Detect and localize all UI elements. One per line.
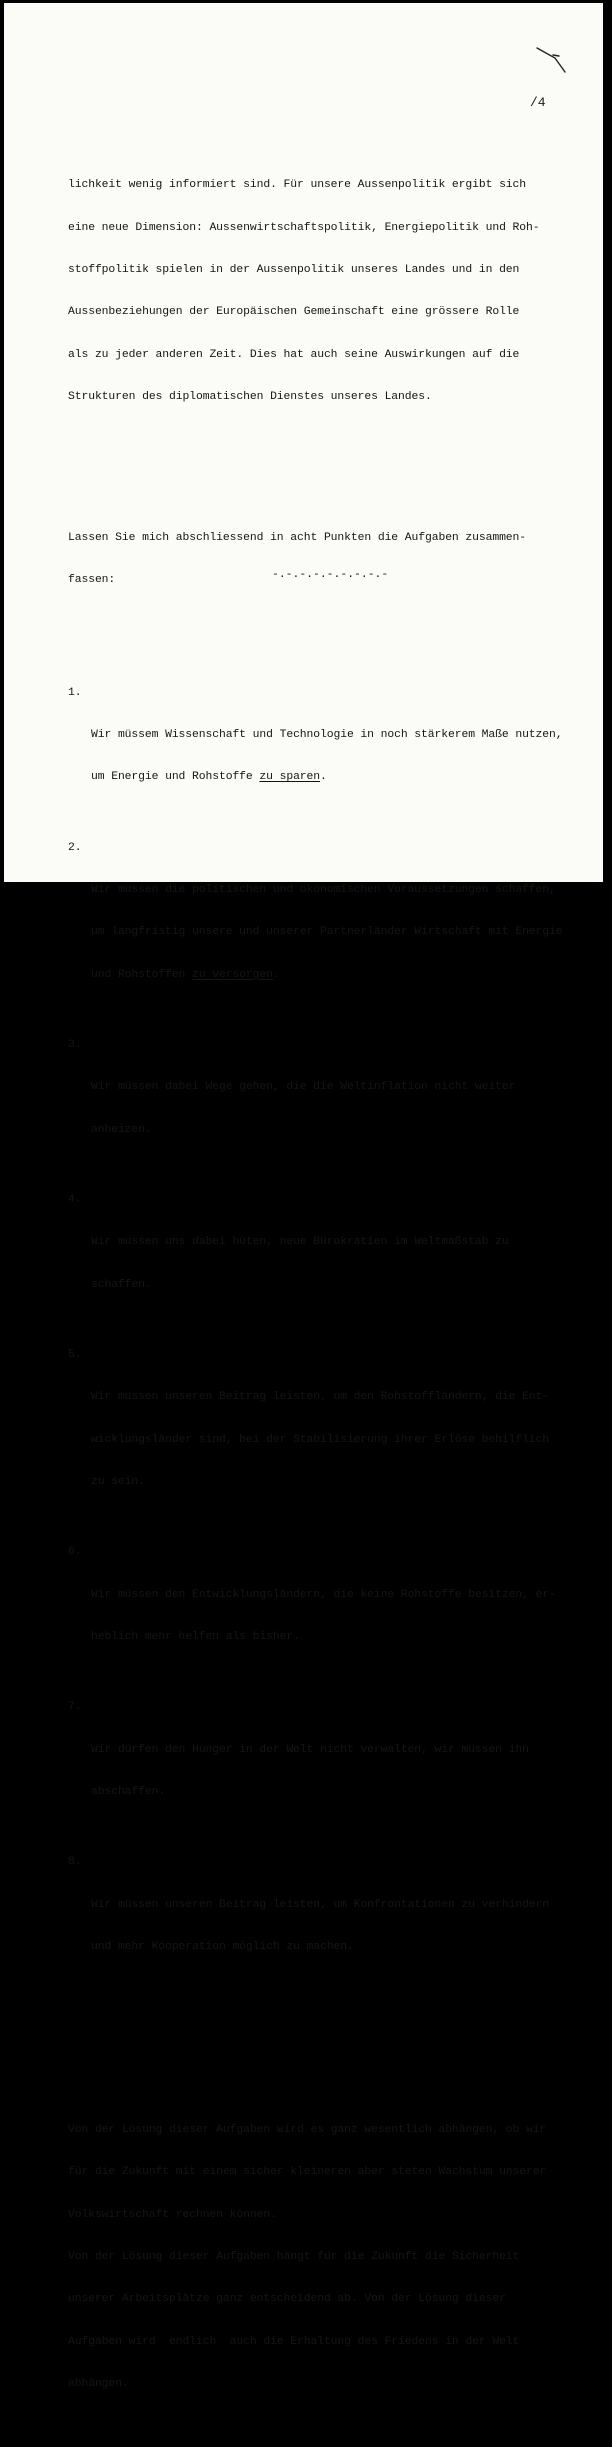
text-line: Aussenbeziehungen der Europäischen Gemeinschaft eine grössere Rolle [68,306,520,319]
list-item [68,686,598,813]
pen-mark-icon [535,42,571,78]
list-number: 7. [68,1701,82,1714]
text-line: abhängen. [68,2377,129,2390]
closing-mark: -.-.-.-.-.-.-.-.- [272,569,389,581]
text-line: Strukturen des diplomatischen Dienstes unseres Landes. [68,390,432,403]
page-number: /4 [530,95,546,110]
text-line: unserer Arbeitsplätze ganz entscheidend ab. Von der Lösung dieser [68,2293,506,2306]
body-text [68,122,598,2447]
list-item [68,1038,598,1165]
text-line: stoffpolitik spielen in der Aussenpolitik unseres Landes und in den [68,263,520,276]
intro-paragraph [68,150,598,432]
text-line: Wir müssen den Entwicklungsländern, die keine Rohstoffe besitzen, er- [91,1588,556,1601]
list-item [68,1545,598,1672]
list-number: 6. [68,1546,82,1559]
text-line: Wir müssem Wissenschaft und Technologie in noch stärkerem Maße nutzen, [91,728,563,741]
text-line: wicklungsländer sind, bei der Stabilisierung ihrer Erlöse behilflich [91,1433,550,1446]
text-line: Wir müssen uns dabei hüten, neue Bürokratien im Weltmaßstab zu [91,1236,509,1249]
list-number: 4. [68,1194,82,1207]
list-number: 8. [68,1856,82,1869]
text-line: um Energie und Rohstoffe zu sparen. [91,771,327,784]
points-list [68,657,598,2010]
text-line: zu sein. [91,1475,145,1488]
list-number: 1. [68,686,82,699]
text-line: fassen: [68,573,116,586]
text-line: Wir müssen unseren Beitrag leisten, um Konfrontationen zu verhindern [91,1898,550,1911]
list-number: 3. [68,1039,82,1051]
text-line: abschaffen. [91,1785,166,1798]
text-line: Lassen Sie mich abschliessend in acht Punkten die Aufgaben zusammen- [68,531,527,544]
text-line: als zu jeder anderen Zeit. Dies hat auch seine Auswirkungen auf die [68,348,520,361]
text-line: Volkswirtschaft rechnen können. [68,2208,277,2221]
text-line: Wir müssen die politischen und ökonomischen Voraussetzungen schaffen, [91,883,556,896]
list-number: 2. [68,841,82,854]
text-line: Wir müssen dabei Wege gehen, die die Weltinflation nicht weiter [91,1081,516,1094]
list-item [68,1348,598,1517]
list-item [68,1700,598,1827]
list-item [68,1193,598,1320]
lead-paragraph [68,502,598,615]
text-line: Aufgaben wird endlich auch die Erhaltung des Friedens in der Welt [68,2335,520,2348]
list-item [68,1855,598,1982]
text-line: Von der Lösung dieser Aufgaben hängt für die Zukunft die Sicherheit [68,2250,520,2263]
list-item [68,841,598,1010]
text-line: lichkeit wenig informiert sind. Für unsere Aussenpolitik ergibt sich [68,179,527,192]
text-line: heblich mehr helfen als bisher. [91,1630,300,1643]
underlined-text: zu sparen [259,771,321,784]
text-line: Wir dürfen den Hunger in der Welt nicht verwalten, wir müssen ihn [91,1743,529,1756]
text-line: für die Zukunft mit einem sicher kleineren aber steten Wachstum unserer [68,2166,547,2179]
text-line: anheizen. [91,1123,152,1136]
text-line: um langfristig unsere und unserer Partnerländer Wirtschaft mit Energie [91,926,563,939]
text-line: Von der Lösung dieser Aufgaben wird es ganz wesentlich abhängen, ob wir [68,2124,547,2137]
text-line: eine neue Dimension: Aussenwirtschaftspolitik, Energiepolitik und Roh- [68,221,540,234]
list-number: 5. [68,1349,82,1362]
text-line: und Rohstoffen zu versorgen. [91,968,280,981]
text-line: schaffen. [91,1278,152,1291]
document-page [4,3,603,2390]
conclusion-paragraph [68,2095,598,2419]
underlined-text: zu versorgen [192,968,273,981]
text-line: Wir müssen unseren Beitrag leisten, um den Rohstoffländern, die Ent- [91,1391,550,1404]
text-line: und mehr Kooperation möglich zu machen. [91,1941,354,1953]
